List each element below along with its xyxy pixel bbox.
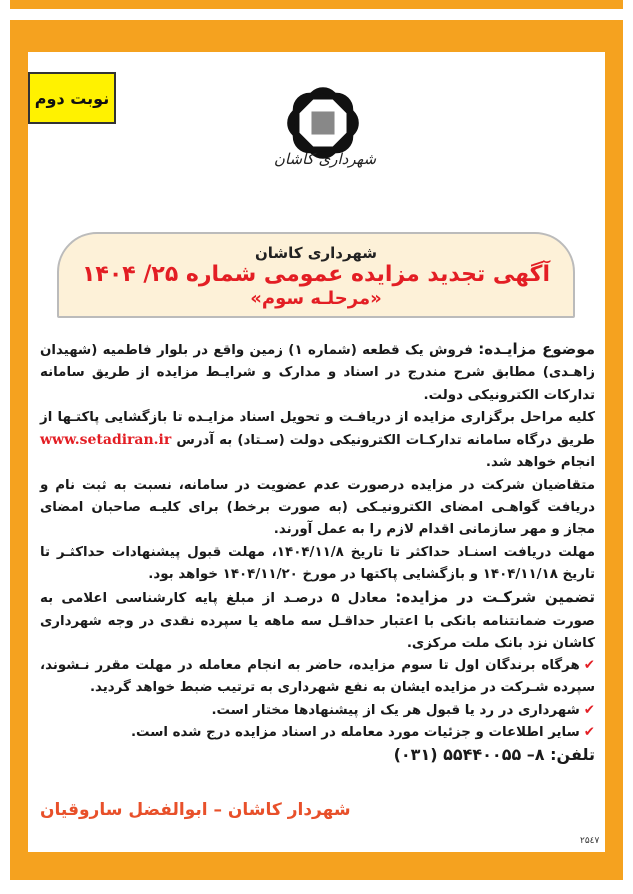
process-text: کلیه مراحل برگزاری مزایده از دریافـت و تحویل اسناد مزایـده تا بازگشایی پاکتـها از طریق درگاه سامانه تدارکـات الکترونیکی دولت (سـتاد) به آدرس xyxy=(40,409,595,449)
subject-label: موضوع مزایـده: xyxy=(478,340,595,358)
bullet-text: سایر اطلاعات و جزئیات مورد معامله در اسناد مزایده درج شده است. xyxy=(130,725,580,741)
mayor-signature: شهردار کاشان – ابوالفضل ساروقیان xyxy=(40,800,351,820)
stage-label: «مرحلـه سوم» xyxy=(250,288,382,309)
guarantee-text: معادل ۵ درصـد از مبلغ پایه کارشناسی اعلامی به صورت ضمانتنامه بانکی با اعتبار حداقـل سه ماهه یا سپرده نقدی در وجه شهرداری کاشان نزد بانک ملت مرکزی. xyxy=(40,591,595,651)
guarantee-paragraph xyxy=(40,586,595,655)
ad-code: ۲۵٤۷ xyxy=(580,836,600,846)
process-end: انجام خواهد شد. xyxy=(485,455,595,471)
phone-number: ۸– ۵۵۴۴۰۰۵۵ (۰۳۱) xyxy=(393,745,545,765)
checkmark-icon: ✔ xyxy=(583,658,595,674)
checkmark-icon: ✔ xyxy=(583,702,595,718)
deadline-paragraph: مهلت دریافت اسنـاد حداکثر تا تاریخ ۱۴۰۴/۱۱/۸، مهلت قبول پیشنهادات حداکثـر تا تاریخ ۱۴۰۴/۱۱/۱۸ و بازگشایی پاکتها در مورخ ۱۴۰۴/۱۱/۲۰ خواهد بود. xyxy=(40,544,595,582)
subject-paragraph xyxy=(40,338,595,407)
headline: آگهی تجدید مزایده عمومی شماره ۲۵/ ۱۴۰۴ xyxy=(81,262,551,287)
process-paragraph xyxy=(40,407,595,475)
logo-calligraphy: شهرداری کاشان xyxy=(273,150,377,168)
checkmark-icon: ✔ xyxy=(583,725,595,741)
bullet-text: شهرداری در رد یا قبول هر یک از پیشنهادها مختار است. xyxy=(211,702,580,718)
organization-name: شهرداری کاشان xyxy=(255,244,377,262)
bullet-text: هرگاه برندگان اول تا سوم مزایده، حاضر به انجام معامله در مهلت مقرر نـشوند، سپرده شـرکت در مزایده ایشان به نفع شهرداری به ترتیب ضبط خواهد گردید. xyxy=(40,658,595,696)
top-border xyxy=(10,0,623,9)
ad-body xyxy=(40,338,595,767)
guarantee-label: تضمین شرکـت در مزایده: xyxy=(395,588,596,607)
title-box xyxy=(57,232,575,318)
phone-line xyxy=(40,744,595,766)
setad-link[interactable]: www.setadiran.ir xyxy=(40,432,172,449)
phone-label: تلفن: xyxy=(550,745,595,765)
applicants-paragraph: متقاضیان شرکت در مزایده درصورت عدم عضویت در سامانه، نسبت به ثبت نام و دریافت گواهـی امضای الکترونیـکی (به صورت برخط) برای کلیـه صاحبان امضای مجاز و مهر سازمانی اقدام لازم را به عمل آورند. xyxy=(40,477,595,538)
bullet-item xyxy=(40,700,595,722)
bullet-item xyxy=(40,655,595,700)
subject-text: فروش یک قطعه (شماره ۱) زمین واقع در بلوار فاطمیه (شهیدان زاهـدی) مطابق شرح مندرج در اسناد و مدارک و شرایـط مزایده از طریق سامانه تدارکات الکترونیکی دولت. xyxy=(40,343,595,403)
second-run-badge: نوبت دوم xyxy=(28,72,116,124)
bullet-item xyxy=(40,722,595,744)
